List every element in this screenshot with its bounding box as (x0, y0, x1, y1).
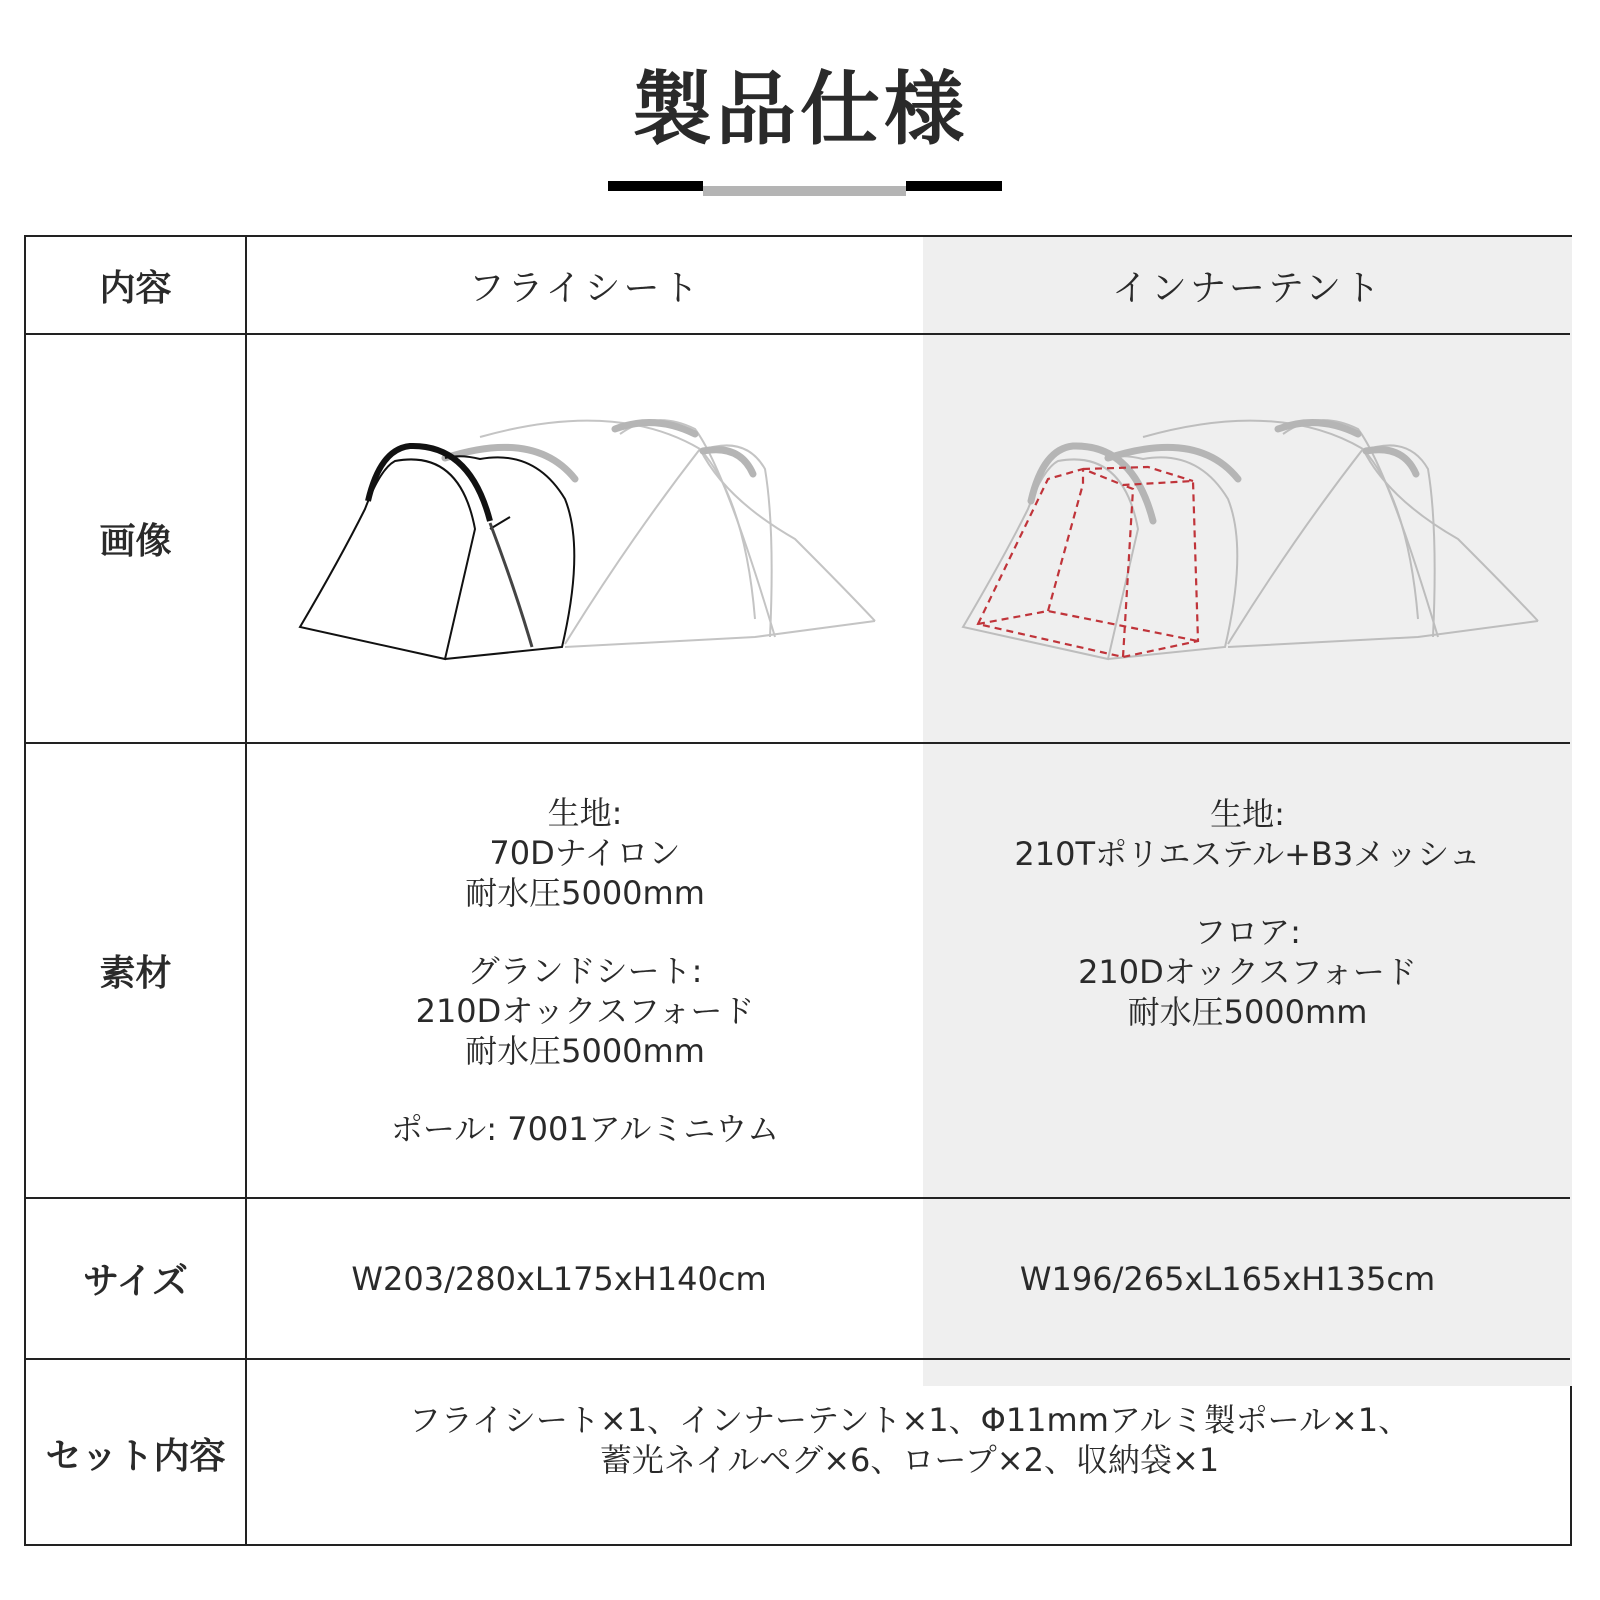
material-group-fabric (1014, 794, 1480, 874)
material-line: 210Dオックスフォード (1078, 953, 1417, 991)
material-line: 生地: (547, 793, 623, 832)
title-rule-middle (703, 186, 906, 196)
inner-tent-material-list (1014, 794, 1480, 1032)
inner-tent-icon (948, 389, 1548, 689)
header-fly-sheet: フライシート (468, 267, 702, 309)
material-line: 耐水圧5000mm (1127, 993, 1368, 1031)
fly-sheet-image (247, 335, 923, 742)
material-line: 70Dナイロン (489, 833, 681, 872)
material-row-label: 素材 (99, 953, 172, 994)
material-line: フロア: (1194, 913, 1301, 951)
material-line: 210Tポリエステル+B3メッシュ (1014, 835, 1481, 873)
set-contents-line-1: フライシート×1、インナーテント×1、Φ11mmアルミ製ポール×1、 (408, 1401, 1411, 1439)
material-group-pole (391, 1109, 779, 1149)
header-label: 内容 (99, 267, 172, 309)
material-group-floor (1078, 912, 1417, 1032)
set-contents-row-label: セット内容 (45, 1435, 226, 1477)
image-row-label: 画像 (99, 521, 172, 562)
material-group-fabric (465, 793, 705, 913)
material-line: 生地: (1210, 795, 1285, 833)
material-line: グランドシート: (467, 951, 703, 990)
inner-tent-material (923, 744, 1572, 1197)
fly-sheet-material-list (391, 793, 779, 1149)
fly-sheet-material (247, 744, 923, 1197)
material-line: ポール: 7001アルミニウム (390, 1109, 780, 1148)
fly-sheet-tent-icon (285, 389, 885, 689)
material-line: 耐水圧5000mm (465, 1031, 705, 1070)
title-rule-left (608, 181, 703, 191)
size-row-label: サイズ (82, 1261, 189, 1302)
inner-tent-size: W196/265xL165xH135cm (1019, 1259, 1436, 1298)
page-title: 製品仕様 (632, 63, 968, 156)
inner-tent-image (923, 335, 1572, 742)
material-line: 210Dオックスフォード (415, 991, 755, 1030)
material-group-groundsheet (416, 951, 755, 1071)
material-line: 耐水圧5000mm (465, 873, 705, 912)
set-contents (247, 1360, 1572, 1520)
spec-table (24, 235, 1572, 1546)
title-rule-right (906, 181, 1002, 191)
set-contents-line-2: 蓄光ネイルペグ×6、ロープ×2、収納袋×1 (599, 1441, 1220, 1479)
header-inner-tent: インナーテント (1111, 267, 1384, 309)
fly-sheet-size: W203/280xL175xH140cm (351, 1259, 767, 1298)
